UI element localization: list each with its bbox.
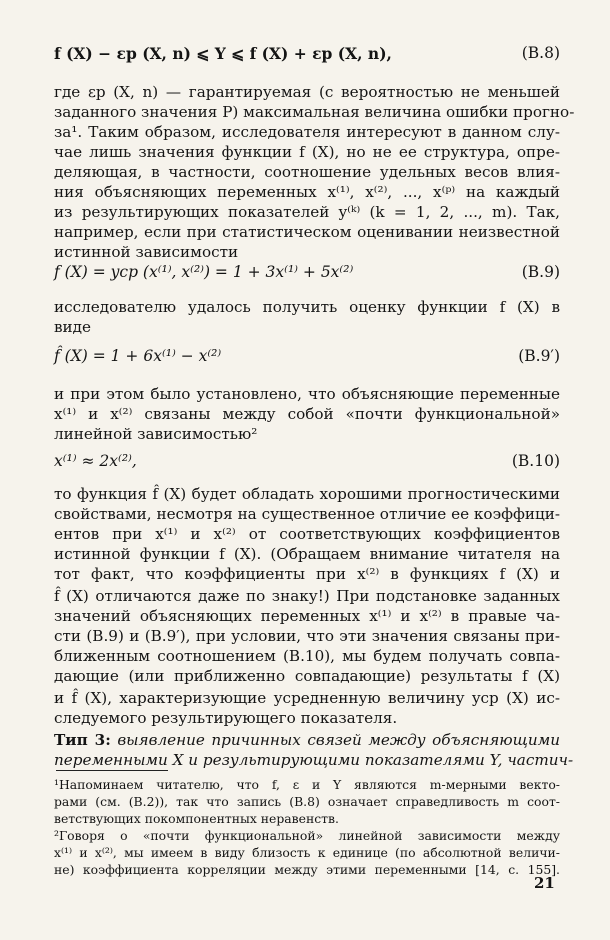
footnote-line: не) коэффициента корреляции между этими переменными [14, с. 155]. (54, 862, 560, 877)
type3-line (54, 730, 560, 750)
footnote-divider (56, 770, 168, 771)
type3-text: выявление причинных связей между объясняющими (117, 731, 560, 749)
text-line: ближенным соотношением (B.10), мы будем получать совпа- (54, 647, 560, 665)
text-line: линейной зависимостью² (54, 425, 258, 443)
text-line: дающие (или приближенно совпадающие) результаты f (X) (54, 667, 560, 685)
text-line: и при этом было установлено, что объясняющие переменные (54, 385, 560, 403)
text-line: ентов при x⁽¹⁾ и x⁽²⁾ от соответствующих коэффициентов (54, 525, 560, 543)
text-line: из результирующих показателей y⁽ᵏ⁾ (k = 1, 2, ..., m). Так, (54, 203, 560, 221)
equation-b8-number: (B.8) (521, 44, 560, 62)
type3-label: Тип 3: (54, 731, 111, 749)
text-line: сти (B.9) и (B.9′), при условии, что эти значения связаны при- (54, 627, 560, 645)
footnote-line: ²Говоря о «почти функциональной» линейной зависимости между (54, 828, 560, 843)
equation-b9-prime-number: (B.9′) (518, 347, 560, 365)
text-line: истинной зависимости (54, 243, 239, 261)
text-line: и f̂ (X), характеризующие усредненную величину yср (X) ис- (54, 689, 560, 707)
equation-b9: f (X) = yср (x⁽¹⁾, x⁽²⁾) = 1 + 3x⁽¹⁾ + 5x⁽²⁾ (54, 263, 354, 281)
text-line: следуемого результирующего показателя. (54, 709, 398, 727)
text-line: истинной функции f (X). (Обращаем внимание читателя на (54, 545, 560, 563)
text-line: то функция f̂ (X) будет обладать хорошими прогностическими (54, 485, 560, 503)
text-line: деляющая, в частности, соотношение удельных весов влия- (54, 163, 560, 181)
footnote-line: рами (см. (B.2)), так что запись (B.8) означает справедливость m соот- (54, 794, 560, 809)
text-line: чае лишь значения функции f (X), но не ее структура, опре- (54, 143, 560, 161)
footnote-line: x⁽¹⁾ и x⁽²⁾, мы имеем в виду близость к единице (по абсолютной величи- (54, 845, 560, 860)
text-line: где εp (X, n) — гарантируемая (с вероятностью не меньшей (54, 83, 560, 101)
type3-line: переменными X и результирующими показателями Y, частич- (54, 751, 574, 769)
text-line: x⁽¹⁾ и x⁽²⁾ связаны между собой «почти функциональной» (54, 405, 560, 423)
footnote-line: ¹Напоминаем читателю, что f, ε и Y являются m-мерными векто- (54, 777, 560, 792)
text-line: виде (54, 318, 92, 336)
equation-b9-number: (B.9) (521, 263, 560, 281)
text-line: ния объясняющих переменных x⁽¹⁾, x⁽²⁾, ..., x⁽ᵖ⁾ на каждый (54, 183, 560, 201)
text-line: заданного значения P) максимальная величина ошибки прогно- (54, 103, 575, 121)
text-line: например, если при статистическом оценивании неизвестной (54, 223, 560, 241)
equation-b10: x⁽¹⁾ ≈ 2x⁽²⁾, (54, 452, 137, 470)
equation-b9-prime: f̂ (X) = 1 + 6x⁽¹⁾ − x⁽²⁾ (54, 347, 222, 365)
text-line: за¹. Таким образом, исследователя интересуют в данном слу- (54, 123, 560, 141)
text-line: свойствами, несмотря на существенное отличие ее коэффици- (54, 505, 560, 523)
footnote-line: ветствующих покомпонентных неравенств. (54, 811, 339, 826)
equation-b10-number: (B.10) (511, 452, 560, 470)
page-number: 21 (534, 874, 555, 892)
text-line: f̂ (X) отличаются даже по знаку!) При подстановке заданных (54, 587, 560, 605)
equation-b8: f (X) − εp (X, n) ⩽ Y ⩽ f (X) + εp (X, n), (54, 44, 392, 63)
text-line: исследователю удалось получить оценку функции f (X) в (54, 298, 560, 316)
text-line: тот факт, что коэффициенты при x⁽²⁾ в функциях f (X) и (54, 565, 560, 583)
text-line: значений объясняющих переменных x⁽¹⁾ и x⁽²⁾ в правые ча- (54, 607, 560, 625)
